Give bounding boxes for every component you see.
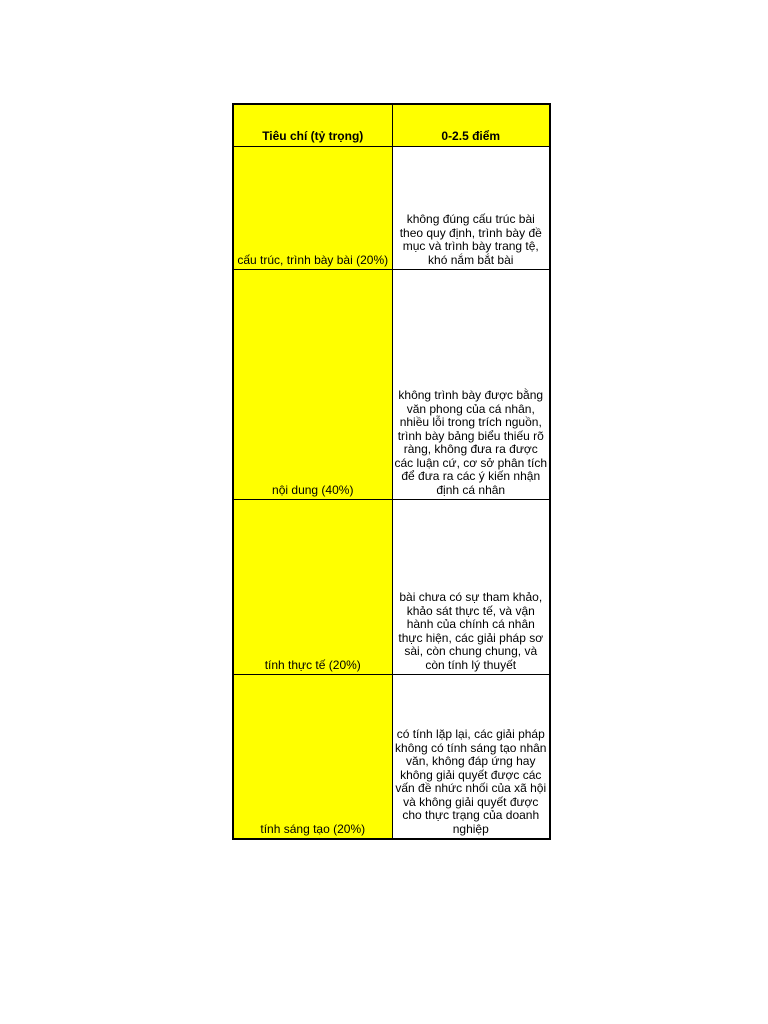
- header-score: 0-2.5 điểm: [392, 104, 550, 147]
- criteria-cell: [233, 500, 392, 675]
- grading-rubric-table: [232, 103, 551, 840]
- description-cell: [392, 500, 550, 675]
- criteria-text: cấu trúc, trình bày bài (20%): [237, 252, 389, 267]
- description-text: không đúng cấu trúc bài theo quy định, trình bày đề mục và trình bày trang tệ, khó nắm bắt bài: [399, 212, 542, 267]
- description-cell: [392, 675, 550, 840]
- description-cell: [392, 270, 550, 500]
- criteria-text: tính sáng tạo (20%): [260, 821, 366, 836]
- criteria-cell: [233, 147, 392, 270]
- header-row: [233, 104, 550, 147]
- description-text: bài chưa có sự tham khảo, khảo sát thực tế, và vận hành của chính cá nhân thực hiện, các giải pháp sơ sài, còn chung chung, và còn tính lý thuyết: [398, 590, 544, 672]
- table-row: [233, 500, 550, 675]
- criteria-text: tính thực tế (20%): [264, 657, 361, 672]
- description-text: không trình bày được bằng văn phong của cá nhân, nhiều lỗi trong trích nguồn, trình bày bảng biểu thiếu rõ ràng, không đưa ra được các luận cứ, cơ sở phân tích để đưa ra các ý kiến nhận định cá nhân: [394, 388, 548, 497]
- criteria-cell: [233, 675, 392, 840]
- criteria-text: nội dung (40%): [272, 482, 354, 497]
- description-cell: [392, 147, 550, 270]
- header-criteria: Tiêu chí (tỷ trọng): [233, 104, 392, 147]
- description-text: có tính lặp lại, các giải pháp không có tính sáng tạo nhân văn, không đáp ứng hay không giải quyết được các vấn đề nhức nhối của xã hội và không giải quyết được cho thực trạng của doanh nghiệp: [395, 727, 547, 836]
- table-row: [233, 147, 550, 270]
- table-row: [233, 270, 550, 500]
- table-row: [233, 675, 550, 840]
- criteria-cell: [233, 270, 392, 500]
